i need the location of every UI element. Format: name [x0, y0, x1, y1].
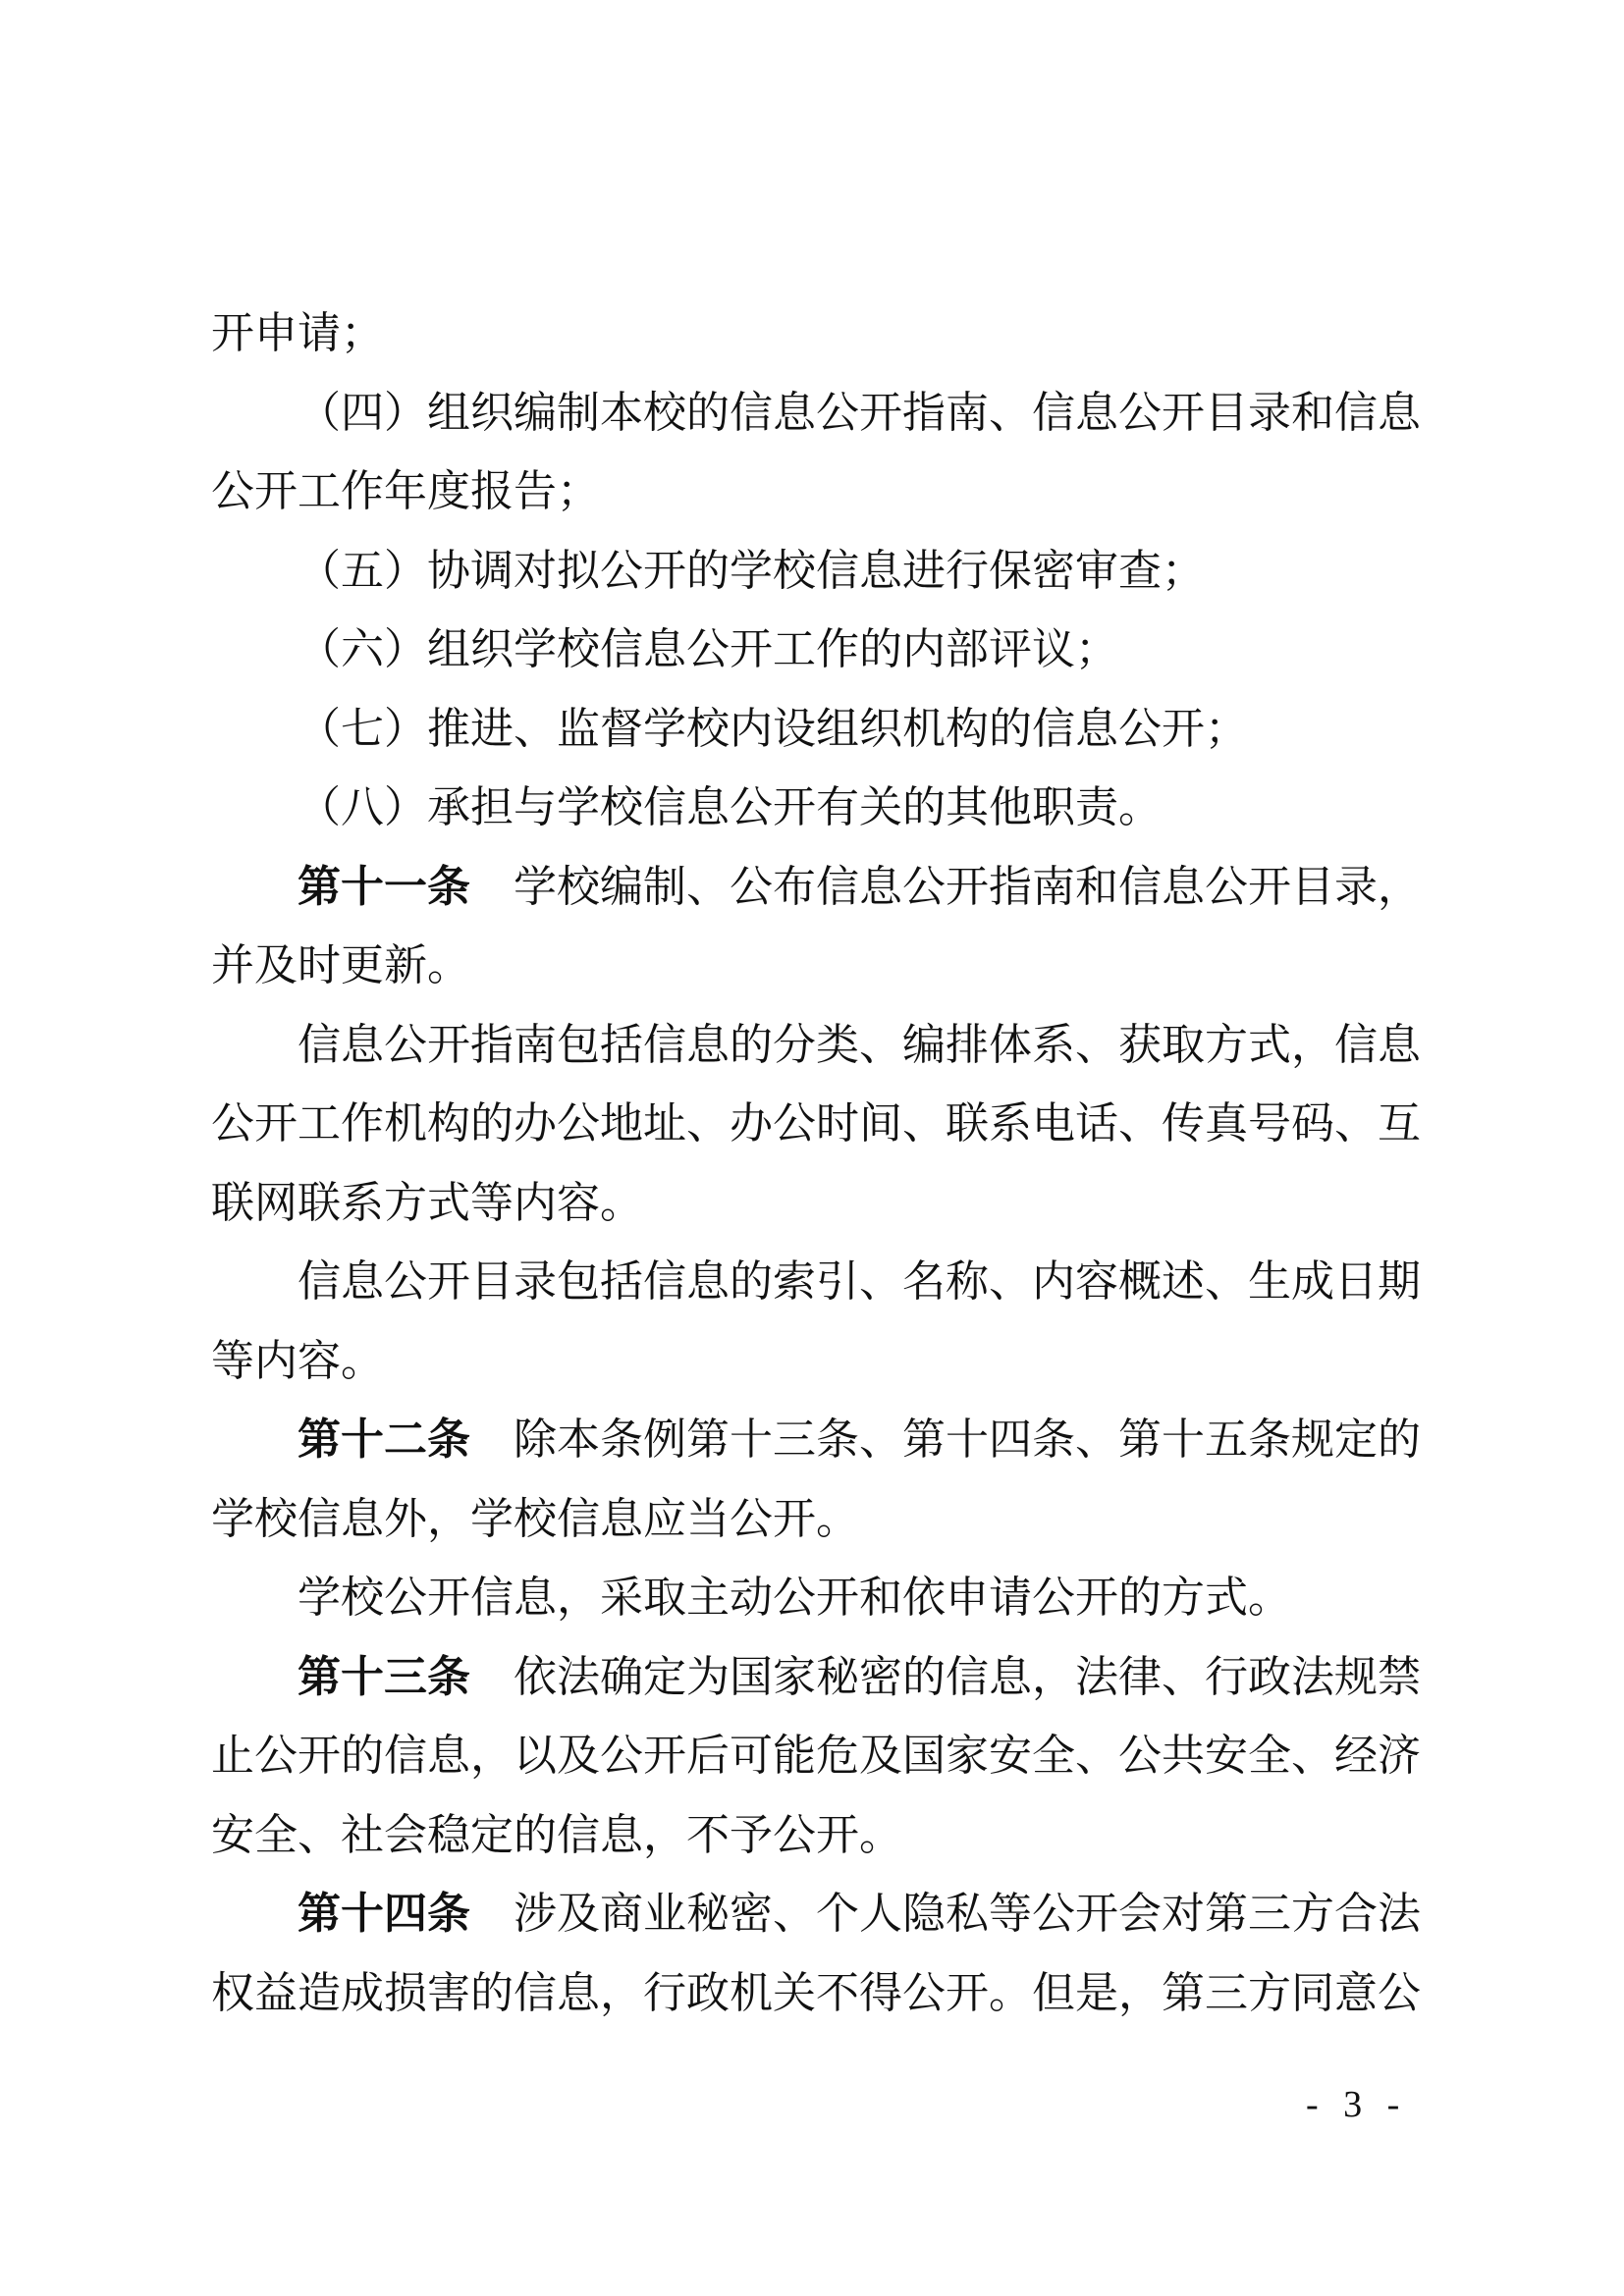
text-line: （八）承担与学校信息公开有关的其他职责。 [298, 783, 1162, 831]
text-line: 信息公开指南包括信息的分类、编排体系、获取方式，信息 [298, 1020, 1421, 1069]
text-line: 学校公开信息，采取主动公开和依申请公开的方式。 [298, 1574, 1291, 1622]
article-number: 第十三条 [298, 1652, 470, 1701]
text-line: 公开工作年度报告； [211, 467, 600, 515]
page-number: - 3 - [1306, 2084, 1408, 2125]
text-line: 学校信息外，学校信息应当公开。 [211, 1494, 859, 1543]
text-line: （四）组织编制本校的信息公开指南、信息公开目录和信息 [298, 388, 1421, 437]
text-line: 止公开的信息，以及公开后可能危及国家安全、公共安全、经济 [211, 1732, 1421, 1780]
text-line: 信息公开目录包括信息的索引、名称、内容概述、生成日期 [298, 1257, 1421, 1306]
text-line: 开申请； [211, 309, 384, 357]
text-line: 公开工作机构的办公地址、办公时间、联系电话、传真号码、互 [211, 1099, 1421, 1148]
article-number: 第十一条 [298, 862, 470, 911]
text-line: 第十三条 依法确定为国家秘密的信息，法律、行政法规禁 [298, 1652, 1421, 1701]
article-number: 第十四条 [298, 1890, 470, 1938]
text-line: 并及时更新。 [211, 941, 470, 989]
text-line: （六）组织学校信息公开工作的内部评议； [298, 625, 1118, 673]
text-line: （五）协调对拟公开的学校信息进行保密审查； [298, 546, 1205, 595]
text-line: 第十四条 涉及商业秘密、个人隐私等公开会对第三方合法 [298, 1890, 1421, 1938]
text-line: 等内容。 [211, 1336, 384, 1385]
text-line: 第十二条 除本条例第十三条、第十四条、第十五条规定的 [298, 1415, 1421, 1464]
text-line: 第十一条 学校编制、公布信息公开指南和信息公开目录， [298, 862, 1421, 911]
text-line: 安全、社会稳定的信息，不予公开。 [211, 1810, 902, 1859]
text-line: 联网联系方式等内容。 [211, 1178, 643, 1227]
document-body [211, 294, 1429, 2033]
article-number: 第十二条 [298, 1415, 470, 1464]
text-line: （七）推进、监督学校内设组织机构的信息公开； [298, 704, 1248, 753]
text-line: 权益造成损害的信息，行政机关不得公开。但是，第三方同意公 [211, 1968, 1421, 2017]
